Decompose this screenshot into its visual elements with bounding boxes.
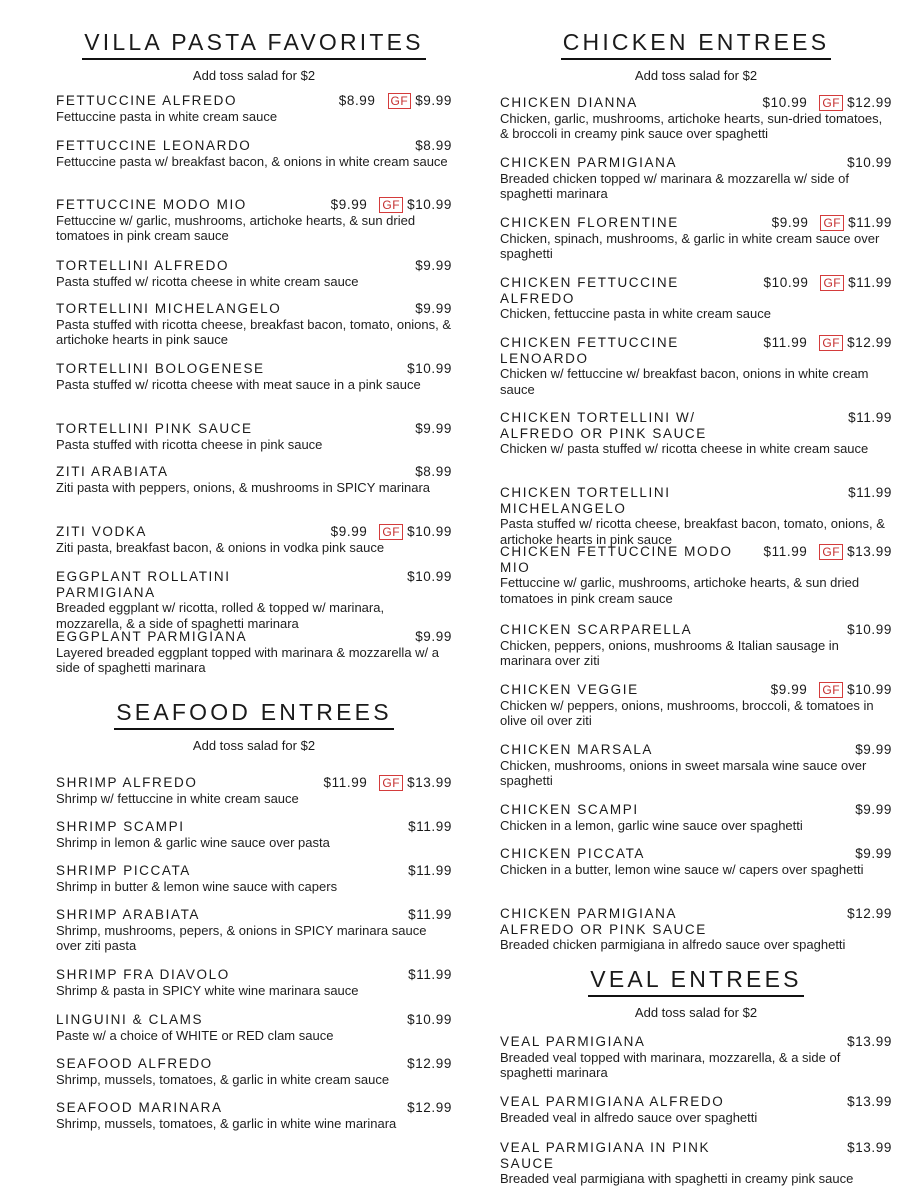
menu-item-name: FETTUCCINE MODO MIO (56, 197, 247, 212)
menu-item-description: Fettuccine pasta in white cream sauce (56, 108, 278, 124)
menu-item (500, 95, 892, 142)
villa-section-subtitle: Add toss salad for $2 (192, 68, 316, 83)
menu-item (56, 819, 452, 850)
menu-item-name: CHICKEN SCAMPI (500, 802, 639, 817)
menu-item-name: SHRIMP PICCATA (56, 863, 191, 878)
menu-item-price: $11.99 (408, 907, 452, 922)
menu-item-name: CHICKEN TORTELLINI W/ ALFREDO OR PINK SAUCE (500, 410, 707, 441)
menu-item-prices (415, 138, 452, 154)
menu-item-name: CHICKEN FLORENTINE (500, 215, 679, 230)
menu-item-description: Chicken, mushrooms, onions in sweet marsala wine sauce over spaghetti (500, 757, 867, 788)
menu-item-prices (415, 421, 452, 437)
menu-item-description: Pasta stuffed w/ ricotta cheese with meat sauce in a pink sauce (56, 376, 421, 392)
menu-item-price: $9.99 (415, 258, 452, 273)
menu-item-name: VEAL PARMIGIANA ALFREDO (500, 1094, 725, 1109)
menu-item-description: Chicken, spinach, mushrooms, & garlic in white cream sauce over spaghetti (500, 230, 880, 261)
menu-item-description: Layered breaded eggplant topped with marinara & mozzarella w/ a side of spaghetti marinara (56, 644, 440, 675)
menu-item-price: $9.99 (415, 629, 452, 644)
menu-item-prices (848, 410, 892, 426)
menu-item-prices (764, 335, 892, 351)
menu-item-price: $10.99 (847, 622, 892, 637)
menu-item-description: Chicken w/ fettuccine w/ breakfast bacon, onions in white cream sauce (500, 366, 869, 397)
menu-item-price: $10.99 (407, 361, 452, 376)
menu-item-description: Chicken, peppers, onions, mushrooms & Italian sausage in marinara over ziti (500, 637, 839, 668)
gluten-free-badge: GF (819, 95, 843, 111)
menu-item (56, 1100, 452, 1131)
menu-item-prices (415, 464, 452, 480)
menu-item-description: Chicken, fettuccine pasta in white cream sauce (500, 306, 771, 321)
menu-item-description: Pasta stuffed with ricotta cheese, breakfast bacon, tomato, onions, & artichoke hearts in pink sauce (56, 316, 452, 347)
gluten-free-badge: GF (819, 335, 843, 351)
chicken-section-subtitle: Add toss salad for $2 (634, 68, 758, 83)
menu-item-gf-price: $9.99 (415, 93, 452, 109)
menu-item-prices (847, 1140, 892, 1156)
menu-item-description: Paste w/ a choice of WHITE or RED clam sauce (56, 1027, 334, 1043)
menu-item-description: Breaded veal parmigiana with spaghetti in creamy pink sauce (500, 1171, 854, 1186)
gluten-free-badge: GF (388, 93, 412, 109)
menu-item-price: $11.99 (323, 775, 368, 791)
menu-item-prices (408, 907, 452, 923)
menu-item-price: $8.99 (415, 464, 452, 479)
menu-item-name: EGGPLANT PARMIGIANA (56, 629, 248, 644)
seafood-section-header (56, 698, 452, 754)
menu-item-description: Shrimp, mussels, tomatoes, & garlic in white cream sauce (56, 1071, 390, 1087)
menu-item (500, 802, 892, 833)
gluten-free-badge: GF (820, 215, 844, 231)
menu-item-prices (847, 906, 892, 922)
menu-item (56, 258, 452, 289)
menu-item-description: Shrimp & pasta in SPICY white wine marinara sauce (56, 982, 359, 998)
menu-item-description: Pasta stuffed w/ ricotta cheese in white cream sauce (56, 273, 359, 289)
menu-item-name: TORTELLINI PINK SAUCE (56, 421, 253, 436)
menu-item-prices (848, 485, 892, 501)
villa-section-header (56, 28, 452, 84)
menu-item (56, 361, 452, 392)
menu-item-prices (339, 93, 452, 109)
menu-item (56, 1056, 452, 1087)
menu-item (56, 301, 452, 348)
menu-item-name: CHICKEN FETTUCCINE MODO MIO (500, 544, 733, 575)
menu-item-description: Fettuccine w/ garlic, mushrooms, artichoke hearts, & sun dried tomatoes in pink cream sauce (56, 212, 416, 243)
menu-item-description: Breaded veal topped with marinara, mozzarella, & a side of spaghetti marinara (500, 1049, 841, 1080)
menu-item-description: Chicken, garlic, mushrooms, artichoke hearts, sun-dried tomatoes, & broccoli in creamy pink sauce over spaghetti (500, 110, 883, 141)
menu-item-price: $12.99 (407, 1056, 452, 1071)
menu-item-gf-price: $10.99 (407, 524, 452, 540)
menu-item-price: $9.99 (855, 742, 892, 757)
menu-item (56, 629, 452, 676)
menu-item-name: VEAL PARMIGIANA (500, 1034, 646, 1049)
menu-item-gf-price: $12.99 (847, 335, 892, 351)
menu-item-price: $9.99 (770, 682, 808, 698)
gluten-free-badge: GF (819, 544, 843, 560)
menu-item-price: $11.99 (408, 863, 452, 878)
menu-item-description: Chicken w/ peppers, onions, mushrooms, broccoli, & tomatoes in olive oil over ziti (500, 697, 874, 728)
menu-item-gf-price: $13.99 (407, 775, 452, 791)
menu-item (500, 1094, 892, 1125)
menu-item-description: Fettuccine pasta w/ breakfast bacon, & onions in white cream sauce (56, 153, 448, 169)
menu-item (500, 846, 892, 877)
menu-item-price: $11.99 (763, 335, 808, 351)
menu-item-prices (407, 1100, 452, 1116)
menu-item-prices (415, 301, 452, 317)
menu-item-name: FETTUCCINE ALFREDO (56, 93, 238, 108)
menu-item-price: $9.99 (855, 846, 892, 861)
menu-item-prices (415, 258, 452, 274)
menu-item (56, 967, 452, 998)
menu-item-price: $8.99 (415, 138, 452, 153)
menu-item-description: Breaded chicken topped w/ marinara & mozzarella w/ side of spaghetti marinara (500, 170, 850, 201)
menu-item-prices (408, 967, 452, 983)
menu-item-name: EGGPLANT ROLLATINI PARMIGIANA (56, 569, 231, 600)
menu-item (56, 421, 452, 452)
gluten-free-badge: GF (820, 275, 844, 291)
menu-item-price: $11.99 (408, 819, 452, 834)
menu-item-prices (764, 544, 892, 560)
veal-section-header (500, 965, 892, 1021)
menu-item-name: SHRIMP ALFREDO (56, 775, 198, 790)
menu-item (56, 138, 452, 169)
menu-item-description: Shrimp, mushrooms, pepers, & onions in SPICY marinara sauce over ziti pasta (56, 922, 427, 953)
menu-item-description: Chicken in a lemon, garlic wine sauce over spaghetti (500, 817, 803, 833)
menu-item-name: CHICKEN PARMIGIANA ALFREDO OR PINK SAUCE (500, 906, 707, 937)
menu-item-price: $9.99 (855, 802, 892, 817)
menu-item (500, 682, 892, 729)
menu-item-price: $12.99 (407, 1100, 452, 1115)
gluten-free-badge: GF (379, 524, 403, 540)
gluten-free-badge: GF (379, 775, 403, 791)
menu-item-name: CHICKEN TORTELLINI MICHELANGELO (500, 485, 671, 516)
menu-item-gf-price: $12.99 (847, 95, 892, 111)
menu-item (56, 1012, 452, 1043)
menu-item-name: CHICKEN MARSALA (500, 742, 654, 757)
menu-item-price: $10.99 (407, 1012, 452, 1027)
menu-item-name: TORTELLINI MICHELANGELO (56, 301, 282, 316)
menu-item-name: TORTELLINI BOLOGENESE (56, 361, 265, 376)
gluten-free-badge: GF (819, 682, 843, 698)
menu-item-prices (407, 569, 452, 585)
menu-item-name: SHRIMP SCAMPI (56, 819, 185, 834)
menu-item (500, 215, 892, 262)
menu-item (500, 275, 892, 322)
menu-item-prices (415, 629, 452, 645)
menu-item (500, 485, 892, 547)
seafood-section-subtitle: Add toss salad for $2 (192, 738, 316, 753)
menu-item-prices (407, 1012, 452, 1028)
menu-item-price: $9.99 (771, 215, 809, 231)
menu-item-description: Ziti pasta, breakfast bacon, & onions in vodka pink sauce (56, 539, 385, 555)
menu-item-prices (407, 1056, 452, 1072)
menu-item-name: CHICKEN DIANNA (500, 95, 638, 110)
menu-item (56, 197, 452, 244)
menu-item-price: $9.99 (330, 524, 368, 540)
menu-item-price: $8.99 (338, 93, 376, 109)
menu-item-name: SEAFOOD MARINARA (56, 1100, 223, 1115)
menu-item-gf-price: $13.99 (847, 544, 892, 560)
menu-item-price: $9.99 (415, 421, 452, 436)
menu-item-price: $11.99 (848, 485, 892, 500)
menu-item-description: Breaded chicken parmigiana in alfredo sauce over spaghetti (500, 937, 846, 952)
menu-item-name: SHRIMP FRA DIAVOLO (56, 967, 230, 982)
menu-item-description: Breaded eggplant w/ ricotta, rolled & topped w/ marinara, mozzarella, & a side of spaghetti marinara (56, 600, 385, 631)
menu-item-prices (855, 846, 892, 862)
menu-item (500, 906, 892, 953)
menu-item-prices (408, 819, 452, 835)
menu-item-price: $13.99 (847, 1034, 892, 1049)
menu-item-name: VEAL PARMIGIANA IN PINK SAUCE (500, 1140, 711, 1171)
menu-item-description: Pasta stuffed w/ ricotta cheese, breakfast bacon, tomato, onions, & artichoke hearts in pink sauce (500, 516, 885, 547)
menu-item-prices (847, 155, 892, 171)
menu-item-name: ZITI ARABIATA (56, 464, 169, 479)
menu-item-price: $10.99 (407, 569, 452, 584)
menu-item-prices (771, 682, 892, 698)
menu-item-description: Shrimp in lemon & garlic wine sauce over pasta (56, 834, 330, 850)
menu-item-price: $11.99 (408, 967, 452, 982)
menu-item-price: $10.99 (847, 155, 892, 170)
menu-item-prices (855, 742, 892, 758)
menu-item (500, 155, 892, 202)
villa-section-title: VILLA PASTA FAVORITES (82, 28, 425, 60)
menu-item-price: $13.99 (847, 1094, 892, 1109)
menu-item-description: Shrimp, mussels, tomatoes, & garlic in white wine marinara (56, 1115, 397, 1131)
menu-item (500, 622, 892, 669)
menu-item-price: $9.99 (415, 301, 452, 316)
menu-item-prices (408, 863, 452, 879)
menu-item-prices (331, 524, 452, 540)
menu-item-gf-price: $11.99 (848, 275, 892, 291)
menu-item-prices (772, 215, 892, 231)
menu-item (500, 410, 892, 457)
menu-item (56, 569, 452, 631)
menu-item-prices (847, 1094, 892, 1110)
menu-item-prices (847, 1034, 892, 1050)
menu-item (56, 907, 452, 954)
menu-item-prices (407, 361, 452, 377)
menu-item-name: ZITI VODKA (56, 524, 148, 539)
menu-item-name: CHICKEN PARMIGIANA (500, 155, 678, 170)
menu-item (56, 93, 452, 124)
menu-item-description: Ziti pasta with peppers, onions, & mushrooms in SPICY marinara (56, 479, 431, 495)
menu-item-price: $11.99 (848, 410, 892, 425)
menu-item-description: Chicken w/ pasta stuffed w/ ricotta cheese in white cream sauce (500, 441, 869, 456)
menu-item-gf-price: $11.99 (848, 215, 892, 231)
menu-item-prices (855, 802, 892, 818)
menu-item-price: $12.99 (847, 906, 892, 921)
menu-item-prices (331, 197, 452, 213)
menu-item-price: $10.99 (762, 95, 808, 111)
menu-item-gf-price: $10.99 (847, 682, 892, 698)
menu-item-name: CHICKEN VEGGIE (500, 682, 639, 697)
menu-item-name: SHRIMP ARABIATA (56, 907, 201, 922)
menu-item (56, 775, 452, 806)
menu-item-prices (764, 275, 892, 291)
menu-item-description: Shrimp in butter & lemon wine sauce with capers (56, 878, 338, 894)
menu-item-price: $9.99 (330, 197, 368, 213)
menu-item-prices (763, 95, 892, 111)
menu-item-prices (324, 775, 452, 791)
menu-item-price: $11.99 (763, 544, 808, 560)
menu-item-price: $10.99 (763, 275, 809, 291)
menu-item (56, 464, 452, 495)
menu-item-description: Shrimp w/ fettuccine in white cream sauce (56, 790, 299, 806)
menu-item-name: CHICKEN FETTUCCINE LENOARDO (500, 335, 679, 366)
menu-item-description: Fettuccine w/ garlic, mushrooms, artichoke hearts, & sun dried tomatoes in pink cream sauce (500, 575, 860, 606)
menu-item-description: Pasta stuffed with ricotta cheese in pink sauce (56, 436, 323, 452)
chicken-section-header (500, 28, 892, 84)
menu-item-name: FETTUCCINE LEONARDO (56, 138, 252, 153)
veal-section-title: VEAL ENTREES (588, 965, 803, 997)
menu-item (500, 742, 892, 789)
menu-item-name: CHICKEN SCARPARELLA (500, 622, 693, 637)
menu-item (56, 863, 452, 894)
menu-item-gf-price: $10.99 (407, 197, 452, 213)
menu-item-name: SEAFOOD ALFREDO (56, 1056, 213, 1071)
menu-item (56, 524, 452, 555)
menu-item-name: LINGUINI & CLAMS (56, 1012, 204, 1027)
menu-item-name: TORTELLINI ALFREDO (56, 258, 230, 273)
veal-section-subtitle: Add toss salad for $2 (634, 1005, 758, 1020)
seafood-section-title: SEAFOOD ENTREES (114, 698, 393, 730)
menu-item-price: $13.99 (847, 1140, 892, 1155)
menu-item (500, 544, 892, 606)
menu-item (500, 335, 892, 397)
menu-item (500, 1034, 892, 1081)
menu-item-description: Breaded veal in alfredo sauce over spaghetti (500, 1109, 758, 1125)
menu-item-description: Chicken in a butter, lemon wine sauce w/ capers over spaghetti (500, 861, 864, 877)
menu-item (500, 1140, 892, 1187)
gluten-free-badge: GF (379, 197, 403, 213)
menu-item-name: CHICKEN PICCATA (500, 846, 646, 861)
menu-item-name: CHICKEN FETTUCCINE ALFREDO (500, 275, 679, 306)
chicken-section-title: CHICKEN ENTREES (561, 28, 832, 60)
menu-item-prices (847, 622, 892, 638)
